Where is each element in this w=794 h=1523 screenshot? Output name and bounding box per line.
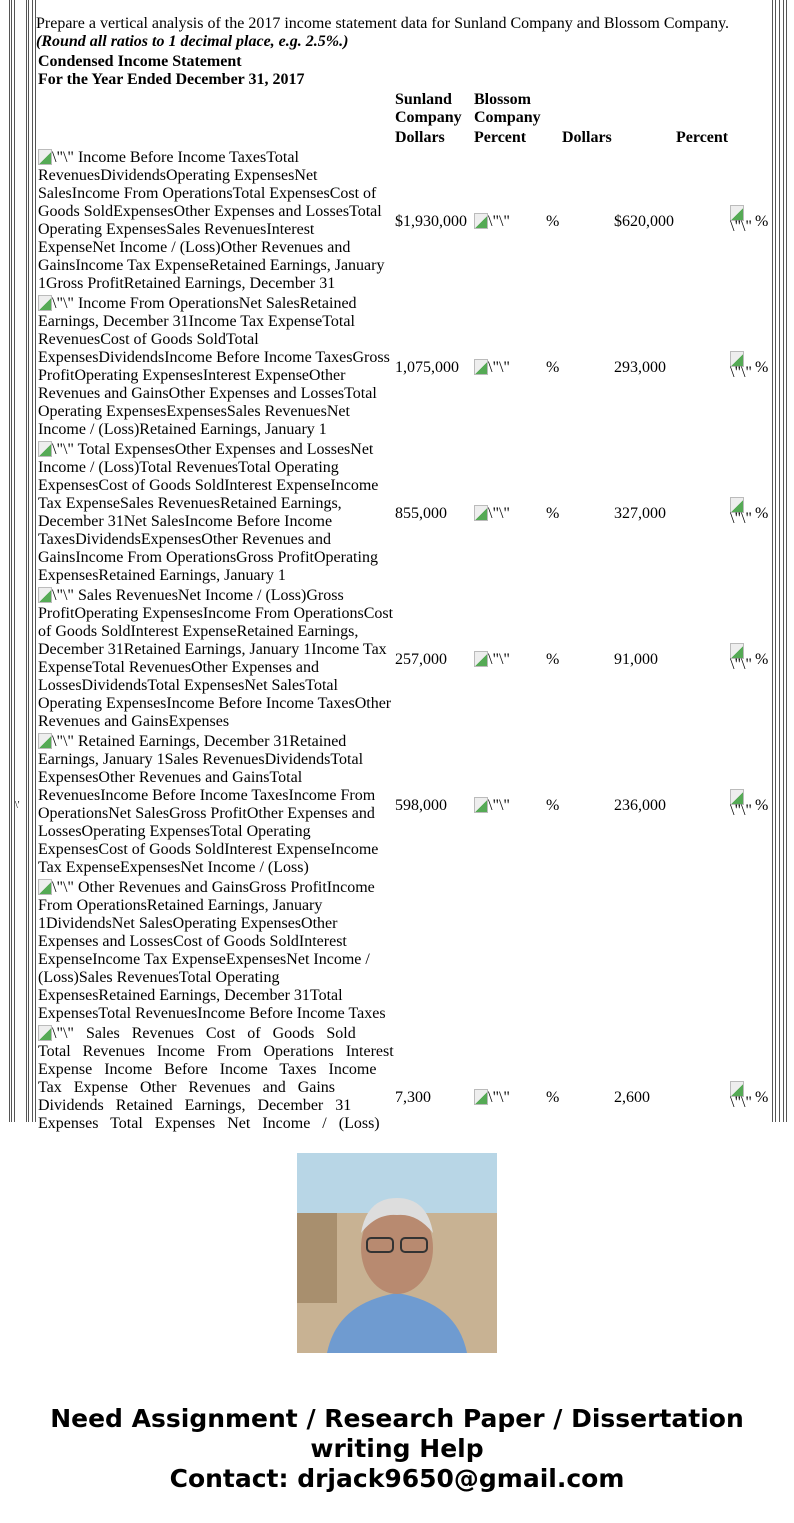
broken-image-icon	[474, 505, 488, 521]
blossom-percent-input[interactable]: \"\"	[730, 643, 754, 671]
row-label-options: Income From OperationsNet SalesRetained Earnings, December 31Income Tax ExpenseTotal RevenuesCost of Goods SoldTotal ExpensesDividendsIncome Before Income TaxesGross ProfitOperating ExpensesInterest ExpenseOther Revenues and GainsOther Expenses and LossesTotal Operating ExpensesExpensesSales RevenuesNet Income / (Loss)Retained Earnings, January 1	[38, 295, 390, 438]
blossom-dollars: 293,000	[614, 359, 666, 376]
percent-sign: %	[546, 359, 560, 376]
instructions: Prepare a vertical analysis of the 2017 income statement data for Sunland Company and Blossom Company.	[36, 15, 730, 32]
header-blossom: Blossom Company	[474, 91, 541, 126]
row-account-select[interactable]: \"\" Retained Earnings, December 31Retained Earnings, January 1Sales RevenuesDividendsTotal ExpensesOther Revenues and GainsTotal RevenuesIncome Before Income TaxesIncome From OperationsNet SalesGross ProfitOther Expenses and LossesOperating ExpensesTotal Operating ExpensesCost of Goods SoldInterest ExpenseIncome Tax ExpenseExpensesNet Income / (Loss)	[38, 733, 379, 876]
blossom-dollars: 327,000	[614, 505, 666, 522]
row-account-select[interactable]: \"\" Income From OperationsNet SalesRetained Earnings, December 31Income Tax ExpenseTotal RevenuesCost of Goods SoldTotal ExpensesDividendsIncome Before Income TaxesGross ProfitOperating ExpensesInterest ExpenseOther Revenues and GainsOther Expenses and LossesTotal Operating ExpensesExpensesSales RevenuesNet Income / (Loss)Retained Earnings, January 1	[38, 295, 390, 438]
percent-sign: %	[755, 1089, 769, 1106]
cta-line-3: Contact: drjack9650@gmail.com	[169, 1464, 625, 1493]
row-account-select[interactable]: \"\" Other Revenues and GainsGross ProfitIncome From OperationsRetained Earnings, January 1DividendsNet SalesOperating ExpensesOther Expenses and LossesCost of Goods SoldInterest ExpenseIncome Tax ExpenseExpensesNet Income / (Loss)Sales RevenuesTotal Operating ExpensesRetained Earnings, December 31Total ExpensesTotal RevenuesIncome Before Income Taxes	[38, 879, 386, 1022]
broken-image-icon	[38, 733, 52, 749]
broken-image-icon	[38, 149, 52, 165]
broken-image-icon	[38, 879, 52, 895]
sunland-percent-input[interactable]: \"\"	[474, 505, 510, 523]
sunland-dollars: 257,000	[395, 651, 447, 668]
percent-sign: %	[755, 359, 769, 376]
statement-title: Condensed Income Statement	[38, 53, 242, 70]
header-sunland-percent: Percent	[474, 129, 527, 146]
blossom-percent-input[interactable]: \"\"	[730, 205, 754, 233]
row-label-options: Retained Earnings, December 31Retained Earnings, January 1Sales RevenuesDividendsTotal ExpensesOther Revenues and GainsTotal RevenuesIncome Before Income TaxesIncome From OperationsNet SalesGross ProfitOther Expenses and LossesOperating ExpensesTotal Operating ExpensesCost of Goods SoldInterest ExpenseIncome Tax ExpenseExpensesNet Income / (Loss)	[38, 733, 379, 876]
row-label-options: Sales RevenuesNet Income / (Loss)Gross ProfitOperating ExpensesIncome From OperationsCost of Goods SoldInterest ExpenseRetained Earnings, December 31Retained Earnings, January 1Income Tax ExpenseTotal RevenuesOther Expenses and LossesDividendsTotal ExpensesNet SalesTotal Operating ExpensesIncome Before Income TaxesOther Revenues and GainsExpenses	[38, 587, 394, 730]
header-blossom-dollars: Dollars	[562, 129, 612, 146]
blossom-dollars: 2,600	[614, 1089, 650, 1106]
blossom-percent-input[interactable]: \"\"	[730, 497, 754, 525]
sunland-dollars: 7,300	[395, 1089, 431, 1106]
row-label-options: Other Revenues and GainsGross ProfitIncome From OperationsRetained Earnings, January 1DividendsNet SalesOperating ExpensesOther Expenses and LossesCost of Goods SoldInterest ExpenseIncome Tax ExpenseExpensesNet Income / (Loss)Sales RevenuesTotal Operating ExpensesRetained Earnings, December 31Total ExpensesTotal RevenuesIncome Before Income Taxes	[38, 879, 386, 1022]
percent-sign: %	[546, 1089, 560, 1106]
percent-sign: %	[755, 651, 769, 668]
sunland-percent-input[interactable]: \"\"	[474, 213, 510, 231]
sunland-percent-input[interactable]: \"\"	[474, 1089, 510, 1107]
header-blossom-percent: Percent	[676, 129, 729, 146]
blossom-dollars: $620,000	[614, 213, 674, 230]
broken-image-icon	[38, 587, 52, 603]
blossom-percent-input[interactable]: \"\"	[730, 1081, 754, 1109]
sunland-percent-input[interactable]: \"\"	[474, 651, 510, 669]
author-photo	[297, 1153, 497, 1353]
sunland-dollars: 598,000	[395, 797, 447, 814]
broken-image-icon	[38, 295, 52, 311]
broken-image-icon	[474, 1089, 488, 1105]
row-account-select[interactable]: \"\" Income Before Income TaxesTotal RevenuesDividendsOperating ExpensesNet SalesIncome From OperationsTotal ExpensesCost of Goods SoldExpensesOther Expenses and LossesTotal Operating ExpensesSales RevenuesInterest ExpenseNet Income / (Loss)Other Revenues and GainsIncome Tax ExpenseRetained Earnings, January 1Gross ProfitRetained Earnings, December 31	[38, 149, 385, 292]
sunland-dollars: $1,930,000	[395, 213, 467, 230]
blossom-dollars: 236,000	[614, 797, 666, 814]
broken-image-icon	[474, 359, 488, 375]
blossom-percent-input[interactable]: \"\"	[730, 789, 754, 817]
broken-image-icon	[474, 797, 488, 813]
broken-image-icon	[474, 651, 488, 667]
header-sunland-dollars: Dollars	[395, 129, 445, 146]
cta-line-1: Need Assignment / Research Paper / Dissertation	[50, 1404, 744, 1433]
header-sunland: Sunland Company	[395, 91, 462, 126]
percent-sign: %	[755, 797, 769, 814]
sunland-percent-input[interactable]: \"\"	[474, 359, 510, 377]
contact-banner	[0, 1404, 794, 1494]
percent-sign: %	[546, 213, 560, 230]
row-label-options: Total ExpensesOther Expenses and LossesNet Income / (Loss)Total RevenuesTotal Operating ExpensesCost of Goods SoldInterest ExpenseIncome Tax ExpenseSales RevenuesRetained Earnings, December 31Net SalesIncome Before Income TaxesDividendsExpensesOther Revenues and GainsIncome From OperationsGross ProfitOperating ExpensesRetained Earnings, January 1	[38, 441, 379, 584]
row-account-select[interactable]: \"\" Sales RevenuesNet Income / (Loss)Gross ProfitOperating ExpensesIncome From OperationsCost of Goods SoldInterest ExpenseRetained Earnings, December 31Retained Earnings, January 1Income Tax ExpenseTotal RevenuesOther Expenses and LossesDividendsTotal ExpensesNet SalesTotal Operating ExpensesIncome Before Income TaxesOther Revenues and GainsExpenses	[38, 587, 394, 730]
stray-mark: \'	[15, 800, 20, 811]
cta-line-2: writing Help	[310, 1434, 484, 1463]
blossom-dollars: 91,000	[614, 651, 658, 668]
row-label-options: Income Before Income TaxesTotal RevenuesDividendsOperating ExpensesNet SalesIncome From OperationsTotal ExpensesCost of Goods SoldExpensesOther Expenses and LossesTotal Operating ExpensesSales RevenuesInterest ExpenseNet Income / (Loss)Other Revenues and GainsIncome Tax ExpenseRetained Earnings, January 1Gross ProfitRetained Earnings, December 31	[38, 149, 385, 292]
sunland-dollars: 855,000	[395, 505, 447, 522]
percent-sign: %	[755, 505, 769, 522]
sunland-percent-input[interactable]: \"\"	[474, 797, 510, 815]
blossom-percent-input[interactable]: \"\"	[730, 351, 754, 379]
row-label-options: Sales Revenues Cost of Goods Sold Total Revenues Income From Operations Interest Expense Income Before Income Taxes Income Tax Expense Other Revenues and Gains Dividends Retained Earnings, December 31 Expenses Total Expenses Net Income / (Loss)	[38, 1025, 394, 1132]
row-account-select[interactable]: \"\" Total ExpensesOther Expenses and LossesNet Income / (Loss)Total RevenuesTotal Operating ExpensesCost of Goods SoldInterest ExpenseIncome Tax ExpenseSales RevenuesRetained Earnings, December 31Net SalesIncome Before Income TaxesDividendsExpensesOther Revenues and GainsIncome From OperationsGross ProfitOperating ExpensesRetained Earnings, January 1	[38, 441, 379, 584]
percent-sign: %	[755, 213, 769, 230]
broken-image-icon	[474, 213, 488, 229]
broken-image-icon	[38, 441, 52, 457]
row-account-select[interactable]: \"\" Sales Revenues Cost of Goods Sold Total Revenues Income From Operations Interest Expense Income Before Income Taxes Income Tax Expense Other Revenues and Gains Dividends Retained Earnings, December 31 Expenses Total Expenses Net Income / (Loss)	[38, 1025, 394, 1132]
statement-period: For the Year Ended December 31, 2017	[38, 71, 305, 88]
percent-sign: %	[546, 505, 560, 522]
broken-image-icon	[38, 1025, 52, 1041]
sunland-dollars: 1,075,000	[395, 359, 459, 376]
percent-sign: %	[546, 797, 560, 814]
rounding-note: (Round all ratios to 1 decimal place, e.g. 2.5%.)	[36, 33, 349, 50]
percent-sign: %	[546, 651, 560, 668]
